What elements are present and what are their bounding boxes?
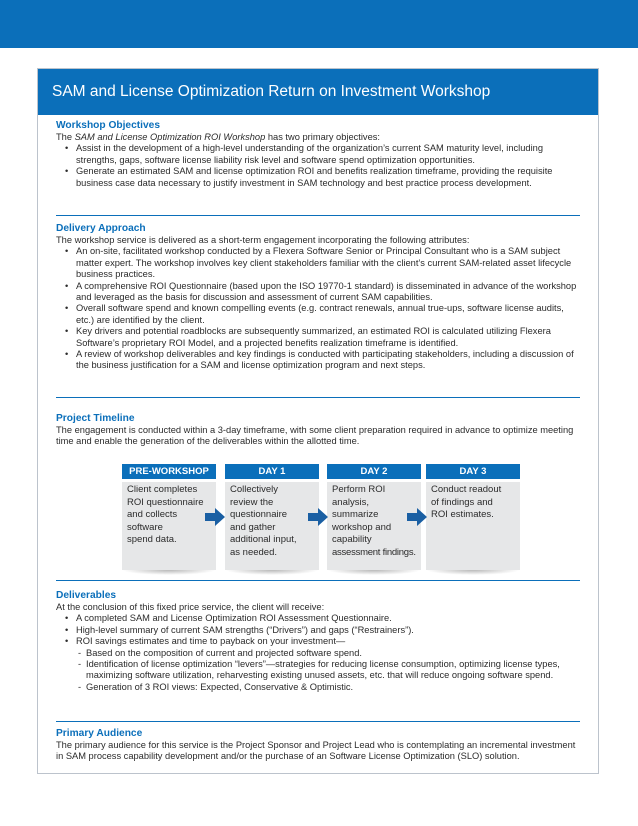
section-audience xyxy=(56,728,584,763)
list-item: • A completed SAM and License Optimization ROI Assessment Questionnaire. xyxy=(56,613,584,624)
divider xyxy=(56,580,580,581)
phase-label: DAY 3 xyxy=(426,464,520,479)
deliverables-list xyxy=(56,613,584,647)
top-banner xyxy=(0,0,638,48)
list-item: - Based on the composition of current and projected software spend. xyxy=(56,648,584,659)
card-title: SAM and License Optimization Return on Investment Workshop xyxy=(38,69,598,115)
audience-title: Primary Audience xyxy=(56,728,143,739)
phase-description: Collectively review the questionnaire and gather additional input, as needed. xyxy=(225,482,319,570)
delivery-list xyxy=(56,246,584,371)
list-item: • ROI savings estimates and time to payback on your investment— xyxy=(56,636,584,647)
audience-text: The primary audience for this service is the Project Sponsor and Project Lead who is contemplating an incremental investment in SAM process capability development and/or the purchase of an Software License Optimization (SLO) solution. xyxy=(56,740,576,762)
phase-label: DAY 1 xyxy=(225,464,319,479)
divider xyxy=(56,721,580,722)
list-item: • An on-site, facilitated workshop conducted by a Flexera Software Senior or Principal Consultant who is a SAM subject matter expert. The workshop involves key client stakeholders familiar with the client’s current SAM-related asset lifecycle business practices. xyxy=(56,246,584,280)
deliverables-title: Deliverables xyxy=(56,590,117,601)
objectives-title: Workshop Objectives xyxy=(56,120,160,131)
list-item: - Identification of license optimization “levers”—strategies for reducing license consumption, optimizing license types, maximizing software utilization, reharvesting existing unused assets, etc. that will reduce ongoing software spend. xyxy=(56,659,584,682)
timeline-phase-day-1 xyxy=(225,464,319,570)
list-item: • Overall software spend and known compelling events (e.g. contract renewals, annual true-ups, software license audits, etc.) are identified by the client. xyxy=(56,303,584,326)
section-objectives xyxy=(56,120,584,189)
phase-shadow xyxy=(426,570,520,575)
phase-label: PRE-WORKSHOP xyxy=(122,464,216,479)
phase-description: Conduct readout of findings and ROI estimates. xyxy=(426,482,520,570)
timeline-intro: The engagement is conducted within a 3-day timeframe, with some client preparation required in advance to optimize meeting time and enable the generation of the deliverables within the allotted time. xyxy=(56,425,574,447)
list-item: • Generate an estimated SAM and license optimization ROI and benefits realization timeframe, providing the requisite business case data necessary to justify investment in SAM technology and best practice process development. xyxy=(56,166,584,189)
arrow-right-icon xyxy=(406,506,428,528)
phase-shadow xyxy=(225,570,319,575)
section-deliverables xyxy=(56,590,584,693)
list-item: • A review of workshop deliverables and key findings is conducted with participating stakeholders, including a discussion of the business justification for a SAM and license optimization program and next steps. xyxy=(56,349,584,372)
list-item: • A comprehensive ROI Questionnaire (based upon the ISO 19770-1 standard) is disseminated in advance of the workshop and leveraged as the basis for discussion and assessment of current SAM capabilities. xyxy=(56,281,584,304)
phase-shadow xyxy=(327,570,421,575)
list-item: • Assist in the development of a high-level understanding of the organization’s current SAM maturity level, including strengths, gaps, software license liability risk level and software spend optimization opportunities. xyxy=(56,143,584,166)
phase-shadow xyxy=(122,570,216,575)
list-item: • Key drivers and potential roadblocks are subsequently summarized, an estimated ROI is calculated utilizing Flexera Software’s proprietary ROI Model, and a projected benefits realization timeframe is identified. xyxy=(56,326,584,349)
workshop-card xyxy=(37,68,599,774)
section-delivery xyxy=(56,223,584,372)
objectives-intro: The SAM and License Optimization ROI Workshop has two primary objectives: xyxy=(56,132,380,142)
list-item: - Generation of 3 ROI views: Expected, Conservative & Optimistic. xyxy=(56,682,584,693)
arrow-right-icon xyxy=(204,506,226,528)
arrow-right-icon xyxy=(307,506,329,528)
delivery-intro: The workshop service is delivered as a short-term engagement incorporating the following attributes: xyxy=(56,235,470,245)
list-item: • High-level summary of current SAM strengths (“Drivers”) and gaps (“Restrainers”). xyxy=(56,625,584,636)
phase-label: DAY 2 xyxy=(327,464,421,479)
deliverables-intro: At the conclusion of this fixed price service, the client will receive: xyxy=(56,602,325,612)
phase-description: Perform ROI analysis, summarize workshop and capability assessment findings. xyxy=(327,482,421,570)
deliverables-sublist xyxy=(56,648,584,694)
divider xyxy=(56,397,580,398)
timeline-phase-day-3 xyxy=(426,464,520,570)
divider xyxy=(56,215,580,216)
section-timeline xyxy=(56,413,584,448)
timeline-phase-pre-workshop xyxy=(122,464,216,570)
phase-description: Client completes ROI questionnaire and collects software spend data. xyxy=(122,482,216,570)
objectives-list xyxy=(56,143,584,189)
timeline-title: Project Timeline xyxy=(56,413,135,424)
delivery-title: Delivery Approach xyxy=(56,223,146,234)
